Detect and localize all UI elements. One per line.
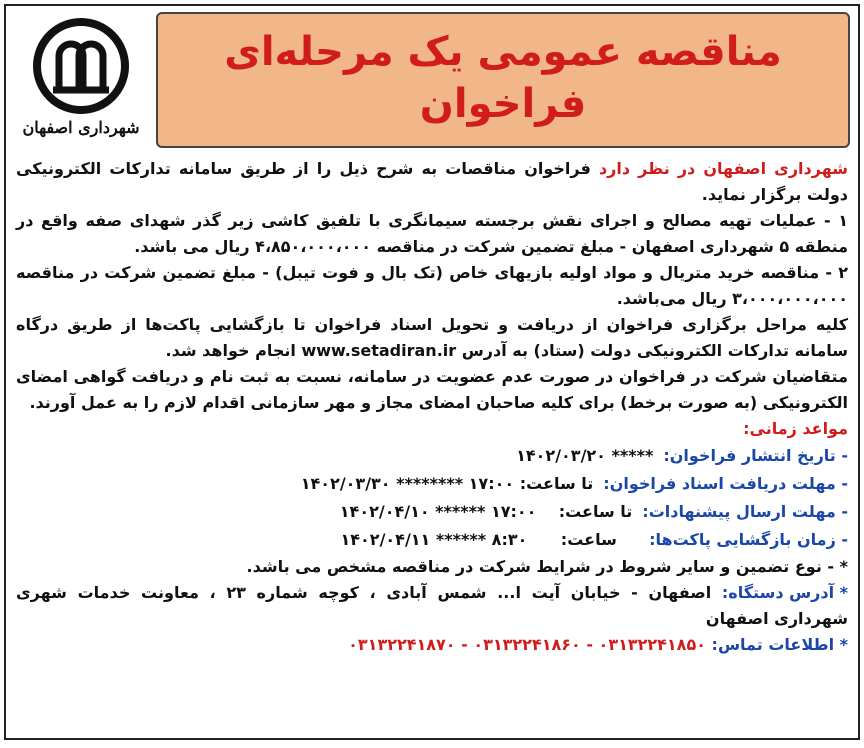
- notice-title: مناقصه عمومی یک مرحله‌ای: [224, 29, 782, 75]
- notice-header: [6, 6, 858, 156]
- schedule-label: - تاریخ انتشار فراخوان:: [663, 446, 848, 465]
- schedule-row: [16, 470, 848, 498]
- tender-item-1: ۱ - عملیات تهیه مصالح و اجرای نقش برجسته سیمانگری با تلفیق کاشی زیر گذر شهدای صفه واقع در منطقه ۵ شهرداری اصفهان - مبلغ تضمین شرکت در مناقصه ۴،۸۵۰،۰۰۰،۰۰۰ ریال می باشد.: [16, 211, 848, 256]
- applicants-paragraph: متقاضیان شرکت در فراخوان در صورت عدم عضویت در سامانه، نسبت به ثبت نام و دریافت گواهی امضای الکترونیکی (به صورت برخط) برای کلیه صاحبان امضای مجاز و مهر سازمانی اقدام لازم را به عمل آورند.: [16, 367, 848, 412]
- schedule-row: [16, 498, 848, 526]
- schedule-date: ****** ۱۴۰۲/۰۴/۱۰: [339, 502, 486, 521]
- address-label: * آدرس دستگاه:: [721, 583, 849, 602]
- schedule-time: ۱۷:۰۰: [468, 474, 515, 493]
- setad-tail: انجام خواهد شد.: [165, 341, 302, 360]
- tender-item-2: ۲ - مناقصه خرید متریال و مواد اولیه بازیهای خاص (تک بال و فوت تیبل) - مبلغ تضمین شرکت در مناقصه ۳،۰۰۰،۰۰۰،۰۰۰ ریال می‌باشد.: [16, 263, 848, 308]
- setad-text: کلیه مراحل برگزاری فراخوان از دریافت و تحویل اسناد فراخوان تا بازگشایی پاکت‌ها از طریق درگاه سامانه تدارکات الکترونیکی دولت (ستاد) به آدرس: [16, 315, 848, 360]
- contact-paragraph: [16, 632, 848, 658]
- schedule-row: [16, 526, 848, 554]
- address-paragraph: [16, 580, 848, 632]
- schedule-list: [16, 442, 848, 554]
- intro-paragraph: [16, 156, 848, 208]
- notice-body: [6, 156, 858, 658]
- schedule-label: - مهلت دریافت اسناد فراخوان:: [603, 474, 848, 493]
- schedule-date: ***** ۱۴۰۲/۰۳/۲۰: [516, 446, 654, 465]
- schedule-date: ****** ۱۴۰۲/۰۴/۱۱: [340, 530, 487, 549]
- schedule-heading: مواعد زمانی:: [743, 419, 848, 438]
- isfahan-emblem-icon: [33, 18, 129, 114]
- logo-caption: شهرداری اصفهان: [22, 118, 140, 137]
- schedule-date: ******** ۱۴۰۲/۰۳/۳۰: [300, 474, 464, 493]
- title-banner: [156, 12, 850, 148]
- contact-phones: ۰۳۱۳۲۲۴۱۸۵۰ - ۰۳۱۳۲۲۴۱۸۶۰ - ۰۳۱۳۲۲۴۱۸۷۰: [348, 635, 712, 654]
- guarantee-note: * - نوع تضمین و سایر شروط در شرایط شرکت در مناقصه مشخص می باشد.: [246, 557, 848, 576]
- organizer-name: شهرداری اصفهان در نظر دارد: [598, 159, 849, 178]
- schedule-label: - مهلت ارسال پیشنهادات:: [642, 502, 848, 521]
- tender-notice: [4, 4, 860, 740]
- contact-label: * اطلاعات تماس:: [711, 635, 848, 654]
- schedule-label: - زمان بازگشایی پاکت‌ها:: [649, 530, 848, 549]
- schedule-row: [16, 442, 848, 470]
- schedule-time: ۸:۳۰: [491, 530, 528, 549]
- schedule-time-label: تا ساعت:: [558, 502, 633, 521]
- notice-subtitle: فراخوان: [419, 81, 587, 127]
- schedule-time-label: تا ساعت:: [519, 474, 594, 493]
- schedule-time-label: ساعت:: [560, 530, 617, 549]
- intro-text: فراخوان مناقصات به شرح ذیل را از طریق سامانه تدارکات الکترونیکی دولت برگزار نماید.: [16, 159, 848, 204]
- setad-paragraph: [16, 312, 848, 364]
- schedule-time: ۱۷:۰۰: [490, 502, 537, 521]
- setad-url[interactable]: www.setadiran.ir: [301, 341, 457, 360]
- address-text: اصفهان - خیابان آیت ا... شمس آبادی ، کوچه شماره ۲۳ ، معاونت خدمات شهری شهرداری اصفهان: [16, 583, 848, 628]
- municipality-logo: [16, 14, 146, 148]
